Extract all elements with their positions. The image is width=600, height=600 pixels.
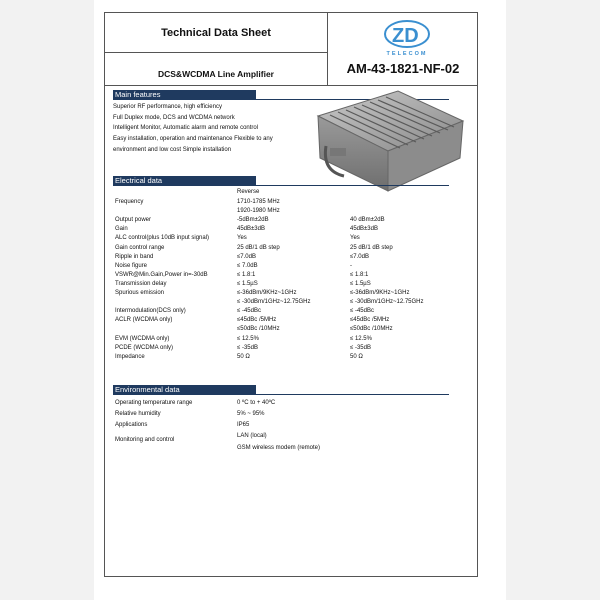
- table-cell-parameter: Intermodulation(DCS only): [115, 308, 186, 315]
- list-item: Easy installation, operation and maintenance Flexible to any: [113, 136, 273, 143]
- table-cell-value: 1710-1785 MHz: [237, 199, 280, 205]
- table-cell-parameter: ALC control(plus 10dB input signal): [115, 235, 210, 242]
- env-value: 0 ºC to + 40ºC: [237, 400, 276, 406]
- table-cell-value: ≤-36dBm/9KHz~1GHz: [350, 290, 410, 296]
- table-cell-value: ≤ 1.8:1: [350, 271, 369, 278]
- table-cell-value: ≤ 12.5%: [350, 335, 372, 342]
- table-cell-value: ≤ 1.5µS: [350, 280, 371, 287]
- column-header: Reverse: [237, 189, 260, 195]
- list-item: Superior RF performance, high efficiency: [113, 104, 222, 110]
- table-cell-parameter: Noise figure: [115, 262, 148, 269]
- table-cell-value: Yes: [350, 235, 360, 242]
- table-cell-value: ≤ -45dBc: [237, 308, 261, 315]
- section-heading-electrical-data: Electrical data: [113, 176, 256, 186]
- table-cell-value: 45dB±3dB: [350, 226, 378, 233]
- table-cell-value: ≤7.0dB: [350, 253, 369, 260]
- model-number: AM-43-1821-NF-02: [346, 61, 460, 76]
- table-cell-value: ≤ 1.8:1: [237, 271, 256, 278]
- list-item: environment and low cost Simple installation: [113, 146, 232, 153]
- table-cell-parameter: Spurious emission: [115, 290, 165, 296]
- env-label: Relative humidity: [115, 411, 161, 417]
- table-cell-value: ≤ 1.5µS: [237, 280, 258, 287]
- table-cell-value: ≤ -35dB: [237, 344, 258, 351]
- svg-text:ZD: ZD: [392, 25, 419, 47]
- section-heading-main-features: Main features: [113, 90, 256, 100]
- env-value: IP65: [237, 422, 250, 428]
- list-item: Full Duplex mode, DCS and WCDMA network: [113, 114, 235, 121]
- table-cell-parameter: VSWR@Min.Gain,Power in=-30dB: [115, 271, 208, 278]
- table-cell-value: ≤ -30dBm/1GHz~12.75GHz: [237, 299, 311, 306]
- table-cell-parameter: Impedance: [115, 353, 145, 360]
- table-cell-parameter: ACLR (WCDMA only): [115, 317, 173, 324]
- table-cell-value: 40 dBm±2dB: [350, 217, 385, 224]
- table-cell-value: ≤7.0dB: [237, 253, 256, 260]
- table-cell-parameter: Output power: [115, 217, 152, 224]
- table-cell-parameter: EVM (WCDMA only): [115, 335, 170, 342]
- table-cell-value: 50 Ω: [350, 353, 363, 360]
- table-cell-value: -5dBm±2dB: [237, 217, 269, 224]
- table-cell-parameter: Transmission delay: [115, 280, 167, 287]
- table-cell-value: 45dB±3dB: [237, 226, 265, 233]
- table-cell-value: ≤ 7.0dB: [237, 262, 258, 269]
- table-cell-value: ≤50dBc /10MHz: [237, 326, 280, 333]
- product-subtitle: DCS&WCDMA Line Amplifier: [157, 69, 274, 79]
- table-cell-value: 25 dB/1 dB step: [237, 244, 280, 251]
- table-cell-parameter: Gain: [115, 226, 128, 233]
- table-cell-parameter: Frequency: [115, 199, 144, 205]
- section-rule: [113, 185, 449, 186]
- table-cell-value: ≤-36dBm/9KHz~1GHz: [237, 290, 297, 296]
- table-cell-value: 25 dB/1 dB step: [350, 244, 393, 251]
- table-cell-value: ≤ -45dBc: [350, 308, 374, 315]
- env-label: Applications: [115, 422, 148, 428]
- list-item: Intelligent Monitor, Automatic alarm and remote control: [113, 125, 259, 132]
- table-cell-value: ≤45dBc /5MHz: [350, 317, 390, 324]
- table-cell-value: ≤50dBc /10MHz: [350, 326, 393, 333]
- section-rule: [113, 394, 449, 395]
- env-label: Operating temperature range: [115, 400, 193, 406]
- env-value: LAN (local): [237, 433, 267, 439]
- section-heading-environmental-data: Environmental data: [113, 385, 256, 395]
- table-cell-value: 1920-1980 MHz: [237, 208, 280, 215]
- header-divider: [105, 52, 327, 53]
- table-cell-value: 50 Ω: [237, 353, 250, 360]
- env-value: 5% ~ 95%: [237, 411, 265, 417]
- table-cell-value: ≤ -35dB: [350, 344, 371, 351]
- env-value: GSM wireless modem (remote): [237, 445, 321, 451]
- table-cell-value: -: [350, 262, 352, 269]
- table-cell-parameter: Gain control range: [115, 244, 165, 251]
- amplifier-enclosure-image: [308, 86, 468, 196]
- document-title: Technical Data Sheet: [161, 26, 271, 39]
- logo-text: TELECOM: [386, 51, 428, 57]
- table-cell-value: ≤45dBc /5MHz: [237, 317, 277, 324]
- env-label: Monitoring and control: [115, 437, 175, 443]
- table-cell-value: Yes: [237, 235, 247, 242]
- table-cell-parameter: Ripple in band: [115, 253, 154, 260]
- table-cell-value: ≤ -30dBm/1GHz~12.75GHz: [350, 299, 424, 306]
- table-cell-value: ≤ 12.5%: [237, 335, 259, 342]
- table-cell-parameter: PCDE (WCDMA only): [115, 344, 174, 351]
- feature-list: [113, 102, 303, 156]
